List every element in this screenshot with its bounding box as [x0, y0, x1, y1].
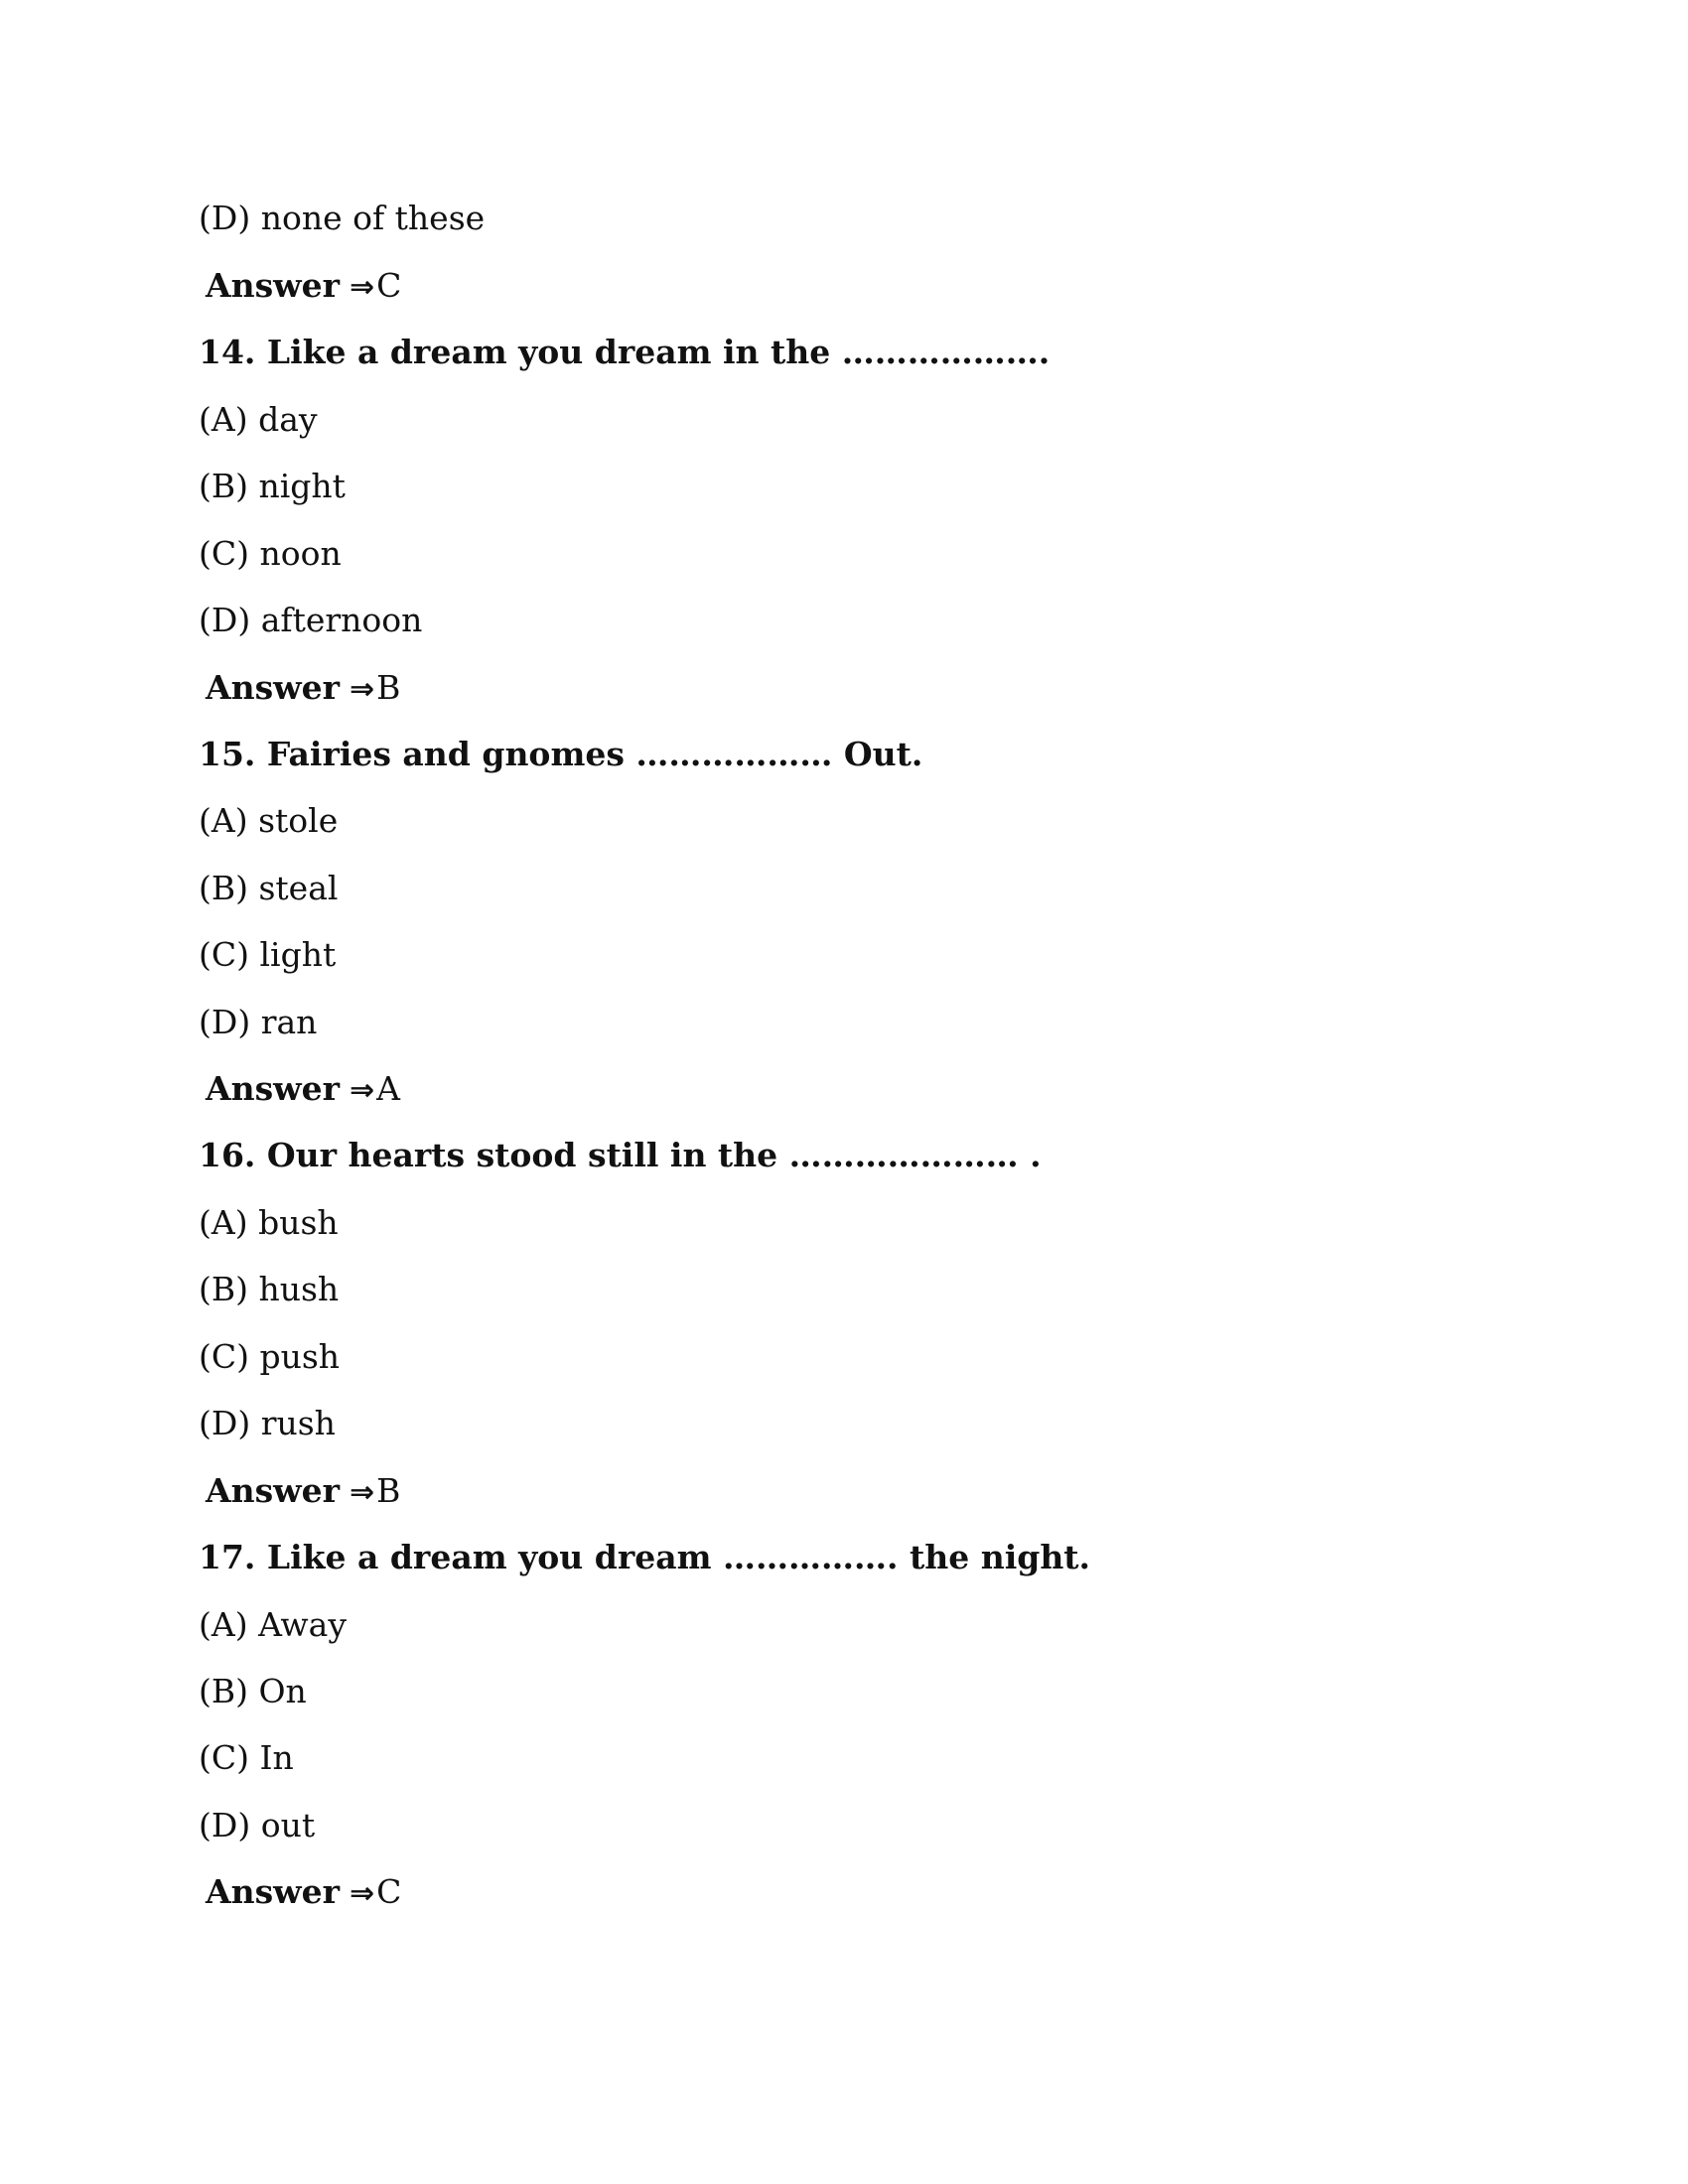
q14-option-c: (C) noon [199, 534, 342, 573]
q15-answer [206, 1063, 400, 1115]
q15-question: 15. Fairies and gnomes ……………… Out. [199, 735, 923, 773]
q15-option-d: (D) ran [199, 1003, 318, 1041]
q15-option-a: (A) stole [199, 801, 339, 840]
q15-option-c: (C) light [199, 935, 337, 974]
q17-option-b: (B) On [199, 1672, 307, 1710]
q15-option-b: (B) steal [199, 869, 339, 907]
q17-option-a: (A) Away [199, 1605, 347, 1644]
answer-label: Answer [206, 1471, 340, 1510]
q14-question: 14. Like a dream you dream in the ………………. [199, 333, 1051, 371]
answer-arrow-icon: ⇒ [349, 672, 375, 707]
q14-option-d: (D) afternoon [199, 601, 423, 639]
q14-option-b: (B) night [199, 467, 346, 505]
q14-answer [206, 662, 400, 714]
q16-question: 16. Our hearts stood still in the ………………… . [199, 1136, 1042, 1174]
q16-option-d: (D) rush [199, 1404, 336, 1442]
answer-label: Answer [206, 1069, 340, 1108]
q13-option-d: (D) none of these [199, 199, 486, 237]
q16-option-c: (C) push [199, 1337, 341, 1376]
answer-arrow-icon: ⇒ [349, 270, 375, 305]
q16-option-b: (B) hush [199, 1270, 340, 1308]
answer-value: C [376, 1872, 402, 1911]
answer-value: C [376, 266, 402, 305]
answer-arrow-icon: ⇒ [349, 1073, 375, 1108]
q17-option-d: (D) out [199, 1806, 316, 1844]
answer-label: Answer [206, 1872, 340, 1911]
q16-option-a: (A) bush [199, 1203, 339, 1242]
answer-arrow-icon: ⇒ [349, 1475, 375, 1510]
q17-option-c: (C) In [199, 1738, 294, 1777]
q13-answer [206, 260, 401, 312]
answer-value: B [376, 1471, 401, 1510]
q17-answer [206, 1866, 401, 1918]
answer-label: Answer [206, 266, 340, 305]
answer-arrow-icon: ⇒ [349, 1876, 375, 1911]
q14-option-a: (A) day [199, 400, 318, 439]
q17-question: 17. Like a dream you dream ……………. the night. [199, 1538, 1091, 1576]
answer-value: A [376, 1069, 400, 1108]
answer-label: Answer [206, 668, 340, 707]
answer-value: B [376, 668, 401, 707]
q16-answer [206, 1465, 400, 1517]
